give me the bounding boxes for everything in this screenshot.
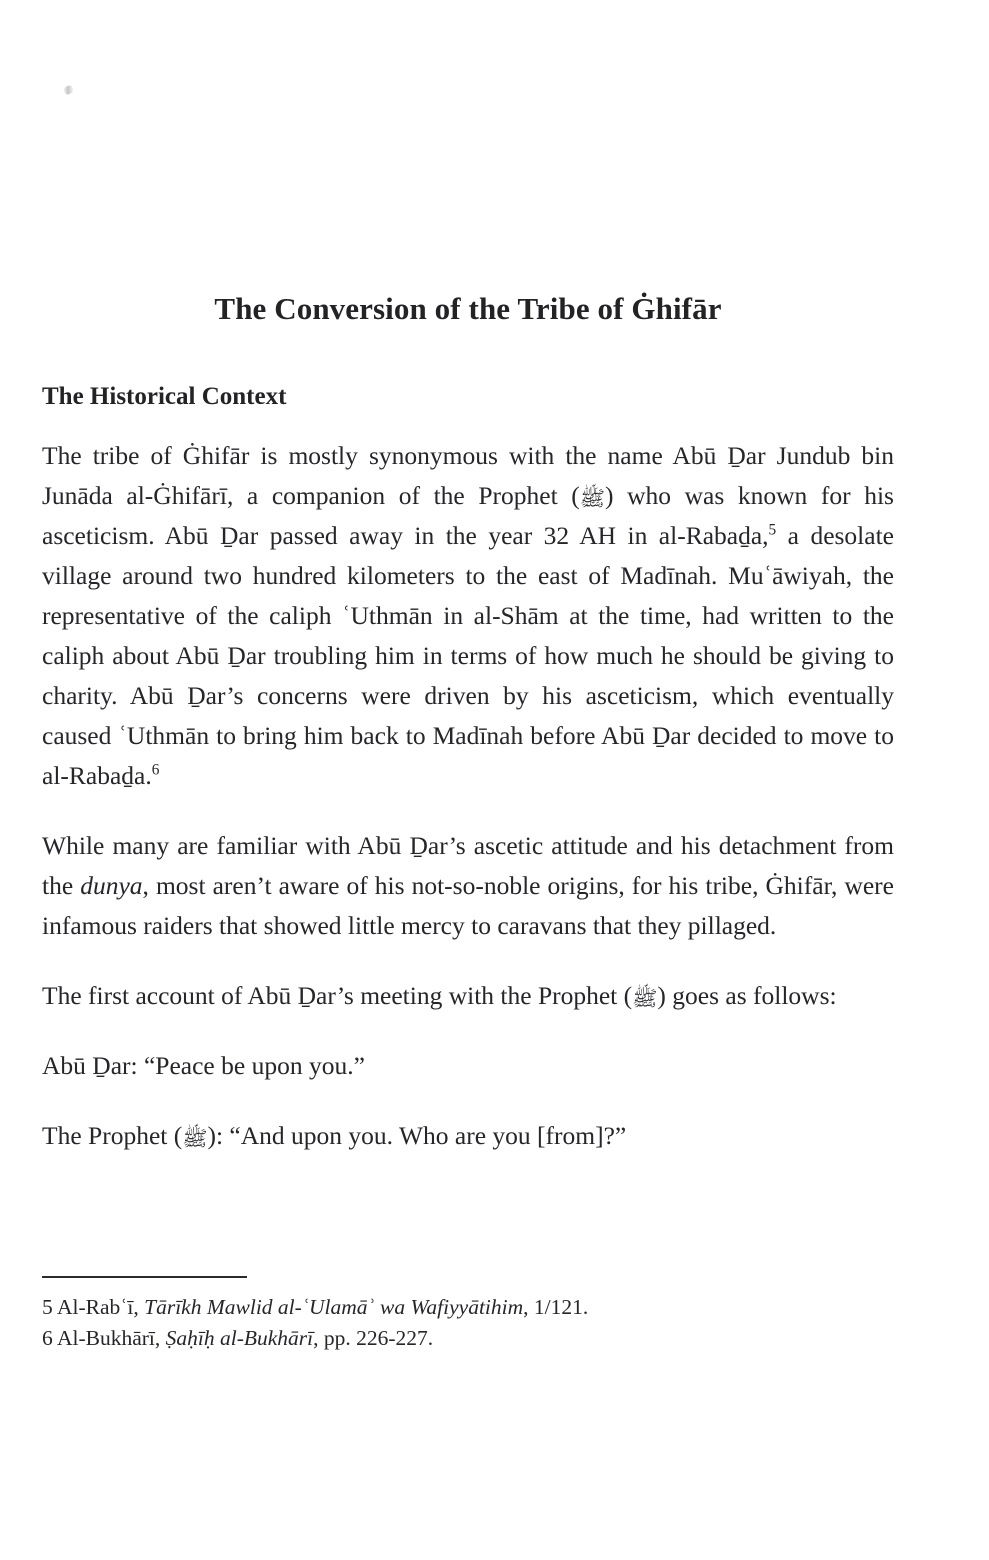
dialogue-line-abu-dar bbox=[42, 1046, 894, 1086]
footnote-6-prefix: 6 Al-Bukhārī, bbox=[42, 1326, 166, 1350]
footnote-item bbox=[42, 1323, 894, 1354]
paragraph-historical-context: The tribe of Ġhifār is mostly synonymous with the name Abū Ḏar Jundub bin Junāda al-Ġhifārī, a companion of the Prophet (ﷺ) who was known for his asceticism. Abū Ḏar passed away in the year 32 AH in al-Rabaḏa,$^5$ a desolate village around two hundred kilometers to the east of Madīnah. Muʿāwiyah, the representative of the caliph ʿUthmān in al-Shām at the time, had written to the caliph about Abū Ḏar troubling him in terms of how much he should be giving to charity. Abū Ḏar’s concerns were driven by his asceticism, which eventually caused ʿUthmān to bring him back to Madīnah before Abū Ḏar decided to move to al-Rabaḏa.$^6$ bbox=[42, 441, 894, 790]
term-dunya: dunya bbox=[80, 871, 143, 900]
section-heading: The Historical Context bbox=[42, 382, 287, 410]
footnote-5-suffix: , 1/121. bbox=[523, 1295, 589, 1319]
dialogue-1-text: Abū Ḏar: “Peace be upon you.” bbox=[42, 1051, 365, 1080]
footnote-ref-5[interactable]: 5 bbox=[768, 521, 777, 539]
paragraph-2-text-part-2: , most aren’t aware of his not-so-noble origins, for his tribe, Ġhifār, were infamous raiders that showed little mercy to caravans that they pillaged. bbox=[42, 871, 894, 940]
chapter-title: The Conversion of the Tribe of Ġhifār bbox=[214, 291, 722, 326]
footnote-block bbox=[42, 1276, 894, 1354]
footnote-ref-6[interactable]: 6 bbox=[151, 761, 160, 779]
footnote-6-title: Ṣaḥīḥ al-Bukhārī bbox=[165, 1326, 314, 1350]
footnote-item bbox=[42, 1292, 894, 1323]
footnote-separator-rule bbox=[42, 1276, 247, 1278]
paragraph-3-text-part-1: The first account of Abū Ḏar’s meeting with the Prophet ( bbox=[42, 981, 633, 1010]
dialogue-2-text-part-2: ): “And upon you. Who are you [from]?” bbox=[207, 1121, 627, 1150]
paragraph-1-text-part-3: a desolate village around two hundred kilometers to the east of Madīnah. Muʿāwiyah, the representative of the caliph ʿUthmān in al-Shām at the time, had written to the caliph about Abū Ḏar troubling him in terms of how much he should be giving to charity. Abū Ḏar’s concerns were driven by his asceticism, which eventually caused ʿUthmān to bring him back to Madīnah before Abū Ḏar decided to move to al-Rabaḏa. bbox=[42, 521, 894, 790]
paragraph-2-text-part-1: While many are familiar with Abū Ḏar’s ascetic attitude and his detachment from the bbox=[42, 831, 894, 900]
paragraph-1-text-part-1: The tribe of Ġhifār is mostly synonymous with the name Abū Ḏar Jundub bin Junāda al-Ġhifārī, a companion of the Prophet ( bbox=[42, 441, 894, 510]
dialogue-2-text-part-1: The Prophet ( bbox=[42, 1121, 183, 1150]
paragraph-first-account-intro: The first account of Abū Ḏar’s meeting with the Prophet (ﷺ) goes as follows: bbox=[42, 981, 837, 1011]
footnote-5-title: Tārīkh Mawlid al-ʿUlamāʾ wa Wafiyyātihim bbox=[144, 1295, 524, 1319]
footnote-6-suffix: , pp. 226-227. bbox=[313, 1326, 434, 1350]
paragraph-dunya-detachment bbox=[42, 826, 894, 946]
paragraph-1-text-part-2: ) who was known for his asceticism. Abū Ḏar passed away in the year 32 AH in al-Rabaḏa, bbox=[42, 481, 894, 550]
footnote-5-prefix: 5 Al-Rabʿī, bbox=[42, 1295, 145, 1319]
paragraph-3-text-part-2: ) goes as follows: bbox=[657, 981, 837, 1010]
dialogue-line-prophet: The Prophet (ﷺ): “And upon you. Who are you [from]?” bbox=[42, 1121, 627, 1151]
page-content bbox=[42, 0, 894, 1156]
